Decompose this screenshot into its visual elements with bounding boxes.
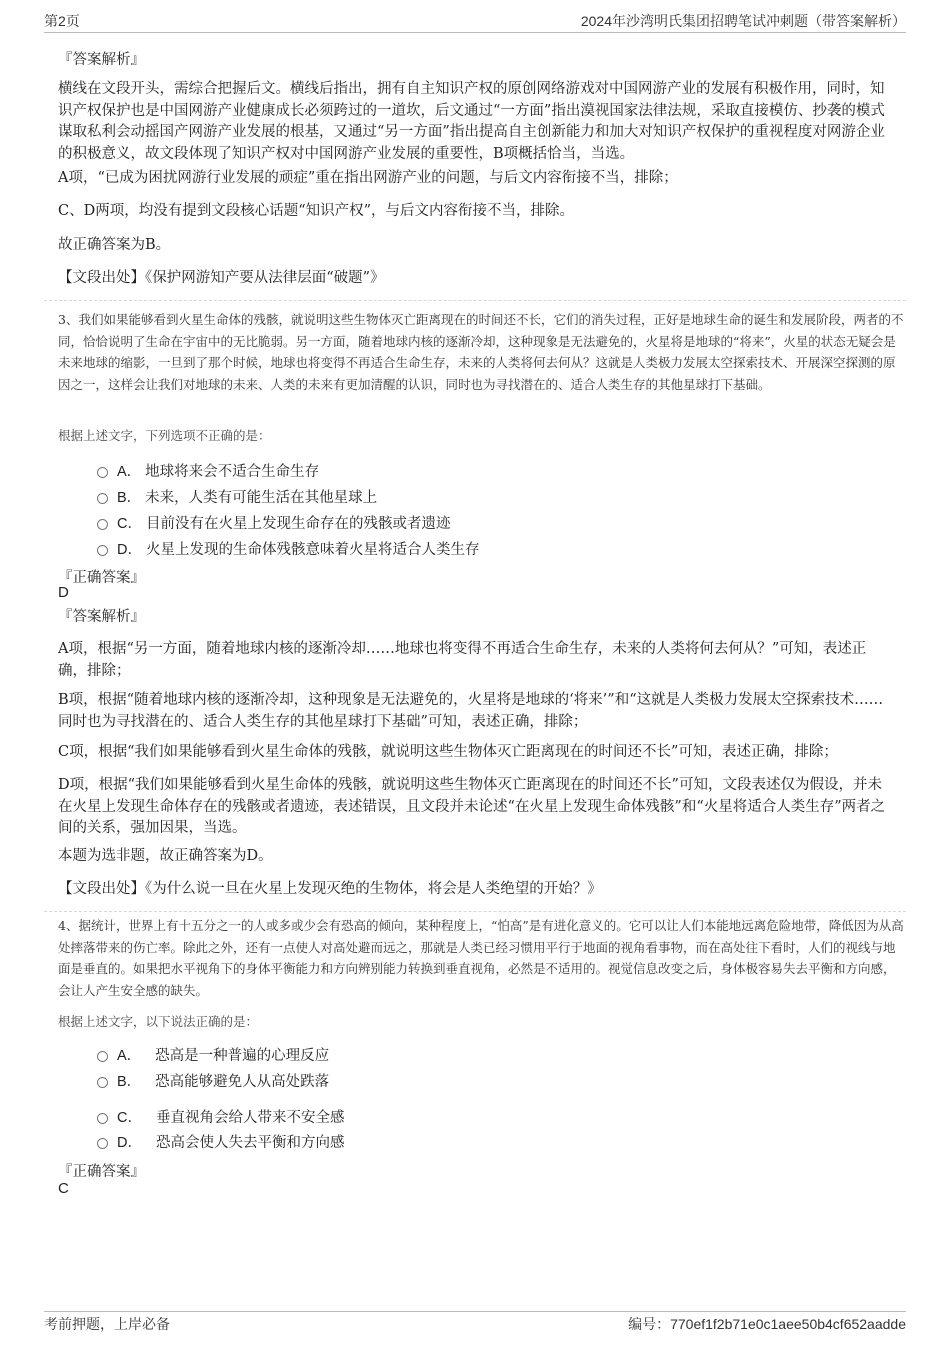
footer-code-label: 编号： <box>628 1316 671 1332</box>
q4-option-c[interactable] <box>97 1106 344 1127</box>
option-text: 恐高会使人失去平衡和方向感 <box>155 1135 345 1151</box>
question-divider <box>44 911 906 912</box>
header-rule <box>44 32 906 33</box>
option-text: 恐高能够避免人从高处跌落 <box>155 1074 330 1090</box>
radio-button[interactable] <box>97 493 108 504</box>
footer-slogan: 考前押题，上岸必备 <box>44 1316 170 1332</box>
q3-answer-label: 『正确答案』 <box>58 570 145 586</box>
q3-option-b[interactable] <box>97 486 377 507</box>
q3-conclusion: 本题为选非题，故正确答案为D。 <box>58 848 273 864</box>
radio-button[interactable] <box>97 1138 108 1149</box>
option-text: 地球将来会不适合生命生存 <box>145 464 320 480</box>
option-letter: C． <box>117 516 142 532</box>
page-number: 第2页 <box>44 13 80 29</box>
q3-option-d[interactable] <box>97 538 479 559</box>
option-letter: C． <box>117 1110 142 1126</box>
radio-button[interactable] <box>97 467 108 478</box>
q3-stem: 3、我们如果能够看到火星生命体的残骸，就说明这些生物体灭亡距离现在的时间还不长，它们的消失过程，正好是地球生命的诞生和发展阶段，两者的不同，恰恰说明了生命在宇宙中的无比脆弱。另一方面，随着地球内核的逐渐冷却，这种现象是无法避免的，火星将是地球的“将来”，火星的状态无疑会是未来地球的缩影，一旦到了那个时候，地球也将变得不再适合生命生存，未来的人类将何去何从？这就是人类极力发展太空探索技术、开展深空探测的原因之一，这样会让我们对地球的未来、人类的未来有更加清醒的认识，同时也为寻找潜在的、适合人类生存的其他星球打下基础。 <box>58 312 904 392</box>
q3-source: 【文段出处】《为什么说一旦在火星上发现灭绝的生物体，将会是人类绝望的开始？》 <box>58 881 602 897</box>
q4-question: 根据上述文字，以下说法正确的是： <box>58 1014 259 1029</box>
option-text: 未来，人类有可能生活在其他星球上 <box>145 490 378 506</box>
q4-answer: C <box>58 1180 69 1197</box>
option-text: 垂直视角会给人带来不安全感 <box>155 1110 345 1126</box>
radio-button[interactable] <box>97 1051 108 1062</box>
option-letter: D． <box>117 1135 142 1151</box>
q3-analysis-c: C项，根据“我们如果能够看到火星生命体的残骸，就说明这些生物体灭亡距离现在的时间还不长”可知，表述正确，排除； <box>58 744 838 760</box>
q4-stem: 4、据统计，世界上有十五分之一的人或多或少会有恐高的倾向，某种程度上，“怕高”是有进化意义的。它可以让人们本能地远离危险地带，降低因为从高处摔落带来的伤亡率。除此之外，还有一点使人对高处避而远之，那就是人类已经习惯用平行于地面的视角看事物，而在高处往下看时，人们的视线与地面是垂直的。如果把水平视角下的身体平衡能力和方向辨别能力转换到垂直视角，必然是不适用的。视觉信息改变之后，身体极容易失去平衡和方向感，会让人产生安全感的缺失。 <box>58 918 904 998</box>
q2-analysis-option-cd: C、D两项，均没有提到文段核心话题“知识产权”，与后文内容衔接不当，排除。 <box>58 203 575 219</box>
q2-analysis-paragraph: 横线在文段开头，需综合把握后文。横线后指出，拥有自主知识产权的原创网络游戏对中国网游产业的发展有积极作用，同时，知识产权保护也是中国网游产业健康成长必须跨过的一道坎，后文通过“一方面”指出漠视国家法律法规，采取直接模仿、抄袭的模式谋取私利会动摇国产网游产业发展的根基，又通过“另一方面”指出提高自主创新能力和加大对知识产权保护的重视程度对网游企业的积极意义，故文段体现了知识产权对中国网游产业发展的重要性，B项概括恰当，当选。 <box>58 81 885 162</box>
option-text: 恐高是一种普遍的心理反应 <box>155 1048 330 1064</box>
radio-button[interactable] <box>97 545 108 556</box>
option-letter: A． <box>117 464 142 480</box>
radio-button[interactable] <box>97 1077 108 1088</box>
q3-analysis-label: 『答案解析』 <box>58 609 145 625</box>
q2-analysis-option-a: A项，“已成为困扰网游行业发展的顽症”重在指出网游产业的问题，与后文内容衔接不当，排除； <box>58 170 678 186</box>
q3-analysis-b: B项，根据“随着地球内核的逐渐冷却，这种现象是无法避免的，火星将是地球的‘将来’”和“这就是人类极力发展太空探索技术……同时也为寻找潜在的、适合人类生存的其他星球打下基础”可知，表述正确，排除； <box>58 692 884 730</box>
q3-analysis-d: D项，根据“我们如果能够看到火星生命体的残骸，就说明这些生物体灭亡距离现在的时间还不长”可知，文段表述仅为假设，并未在火星上发现生命体存在的残骸或者遗迹，表述错误，且文段并未论述“在火星上发现生命体残骸”和“火星将适合人类生存”两者之间的关系，强加因果，当选。 <box>58 777 886 836</box>
radio-button[interactable] <box>97 1113 108 1124</box>
q2-source: 【文段出处】《保护网游知产要从法律层面“破题”》 <box>58 270 385 286</box>
q2-analysis-conclusion: 故正确答案为B。 <box>58 237 171 253</box>
question-divider <box>44 300 906 301</box>
q3-analysis-a: A项，根据“另一方面，随着地球内核的逐渐冷却……地球也将变得不再适合生命生存，未来的人类将何去何从？”可知，表述正确，排除； <box>58 641 867 679</box>
q3-option-a[interactable] <box>97 460 319 481</box>
q3-question: 根据上述文字，下列选项不正确的是： <box>58 428 271 443</box>
q3-answer: D <box>58 584 69 601</box>
q4-option-a[interactable] <box>97 1044 329 1065</box>
document-title: 2024年沙湾明氏集团招聘笔试冲刺题（带答案解析） <box>580 13 906 29</box>
option-letter: A． <box>117 1048 142 1064</box>
q4-answer-label: 『正确答案』 <box>58 1164 145 1180</box>
option-letter: B． <box>117 1074 142 1090</box>
q4-option-b[interactable] <box>97 1070 329 1091</box>
radio-button[interactable] <box>97 519 108 530</box>
q2-analysis-label: 『答案解析』 <box>58 52 145 68</box>
option-letter: B． <box>117 490 142 506</box>
option-text: 火星上发现的生命体残骸意味着火星将适合人类生存 <box>145 542 480 558</box>
footer-code <box>628 1314 906 1334</box>
footer-rule <box>44 1311 906 1312</box>
option-text: 目前没有在火星上发现生命存在的残骸或者遗迹 <box>145 516 451 532</box>
q4-option-d[interactable] <box>97 1131 344 1152</box>
footer-code-value: 770ef1f2b71e0c1aee50b4cf652aadde <box>670 1316 906 1332</box>
option-letter: D． <box>117 542 142 558</box>
q3-option-c[interactable] <box>97 512 450 533</box>
